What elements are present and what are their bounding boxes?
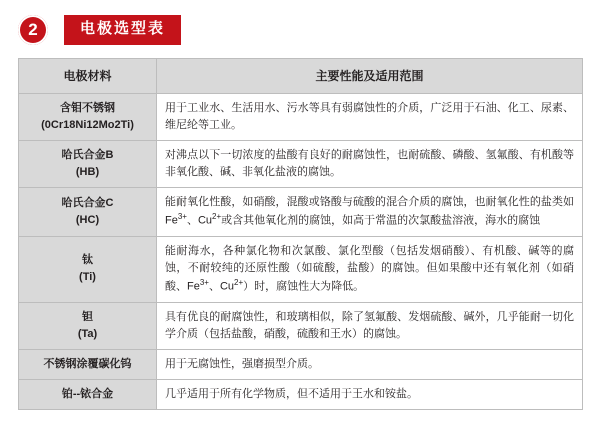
cell-material: [19, 188, 157, 237]
cell-description: 几乎适用于所有化学物质，但不适用于王水和铵盐。: [157, 379, 583, 409]
column-header-material: 电极材料: [19, 59, 157, 94]
cell-material: [19, 236, 157, 302]
material-name-line2: (Ta): [77, 327, 98, 340]
cell-description: 用于工业水、生活用水、污水等具有弱腐蚀性的介质，广泛用于石油、化工、尿素、维尼纶等工业。: [157, 94, 583, 141]
material-name-line1: 不锈钢涂覆碳化钨: [43, 357, 132, 370]
cell-material: [19, 379, 157, 409]
material-name-line1: 含钼不锈钢: [60, 102, 115, 114]
table-row: [19, 302, 583, 349]
material-name-line1: 哈氏合金C: [61, 197, 114, 210]
material-name-line2: (0Cr18Ni12Mo2Ti): [41, 119, 134, 132]
cell-description: 用于无腐蚀性，强磨损型介质。: [157, 349, 583, 379]
material-name-line2: (HB): [75, 166, 100, 179]
material-name-line1: 哈氏合金B: [61, 149, 114, 162]
table-row: [19, 349, 583, 379]
cell-description: 对沸点以下一切浓度的盐酸有良好的耐腐蚀性，也耐硫酸、磷酸、氢氟酸、有机酸等非氧化酸、碱、非氧化盐液的腐蚀。: [157, 141, 583, 188]
page-header: [18, 10, 582, 50]
table-body: [19, 94, 583, 410]
table-header: [19, 59, 583, 94]
cell-description: 能耐氧化性酸，如硝酸，混酸或铬酸与硫酸的混合介质的腐蚀，也耐氧化性的盐类如$Fe^{3+}$、$Cu^{2+}$或含其他氧化剂的腐蚀，如高于常温的次氯酸盐溶液，海水的腐蚀: [157, 188, 583, 237]
material-name-line1: 钛: [82, 254, 93, 267]
cell-material: [19, 349, 157, 379]
table-row: [19, 236, 583, 302]
section-number-badge: 2: [18, 15, 48, 45]
cell-description: 能耐海水，各种氯化物和次氯酸、氯化型酸（包括发烟硝酸）、有机酸、碱等的腐蚀，不耐较纯的还原性酸（如硫酸，盐酸）的腐蚀。但如果酸中还有氧化剂（如硝酸、$Fe^{3+}$、$Cu^{2+}$）时，腐蚀性大为降低。: [157, 236, 583, 302]
page-title: 电极选型表: [64, 15, 181, 45]
cell-description: 具有优良的耐腐蚀性，和玻璃相似，除了氢氟酸、发烟硫酸、碱外，几乎能耐一切化学介质（包括盐酸，硝酸，硫酸和王水）的腐蚀。: [157, 302, 583, 349]
material-name-line1: 钽: [82, 310, 93, 323]
cell-material: [19, 94, 157, 141]
cell-material: [19, 141, 157, 188]
electrode-selection-table: [18, 58, 583, 410]
material-name-line2: (HC): [75, 214, 100, 227]
material-name-line2: (Ti): [79, 271, 96, 284]
material-name-line1: 铂--铱合金: [61, 387, 114, 400]
table-row: [19, 141, 583, 188]
cell-material: [19, 302, 157, 349]
table-header-row: [19, 59, 583, 94]
table-row: [19, 188, 583, 237]
column-header-description: 主要性能及适用范围: [157, 59, 583, 94]
table-row: [19, 94, 583, 141]
table-row: [19, 379, 583, 409]
